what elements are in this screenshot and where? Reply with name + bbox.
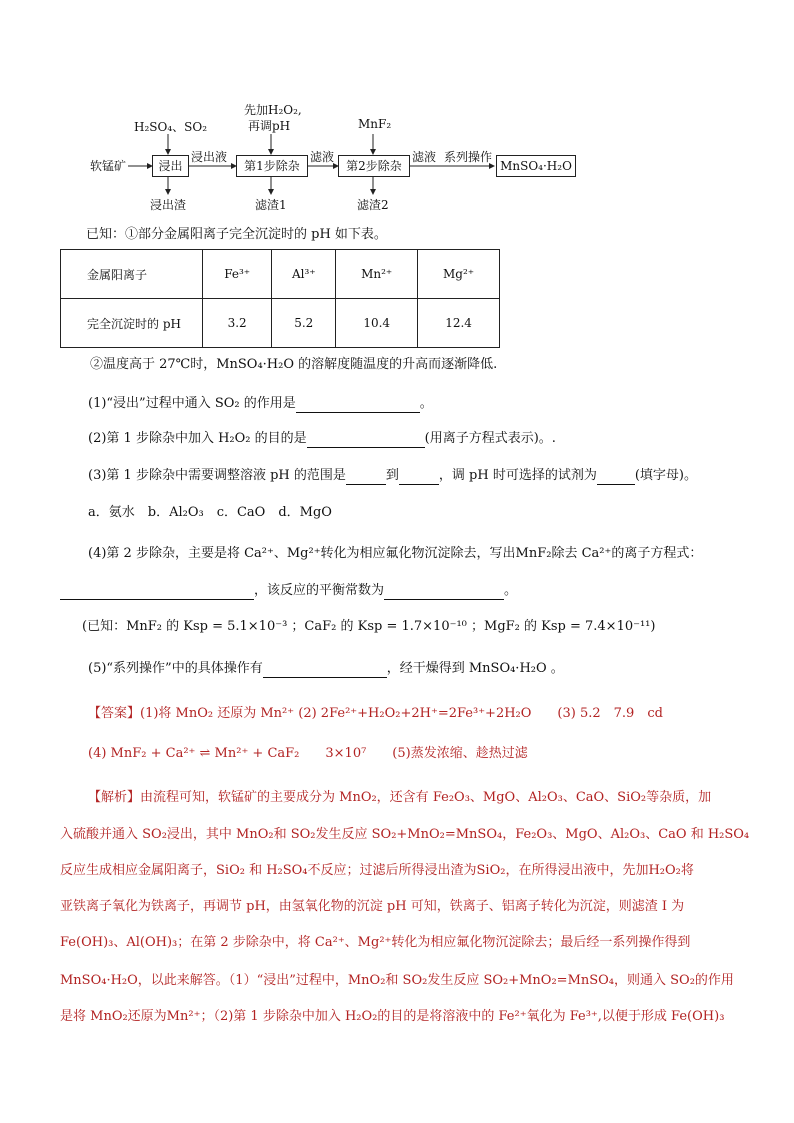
flow-residue3-label: 滤渣2 <box>357 198 389 212</box>
question-4-cont <box>60 582 517 600</box>
flow-reagent2-line2: 再调pH <box>248 119 291 133</box>
question-2-end: (用离子方程式表示)。. <box>424 431 556 446</box>
table-cell: Mn²⁺ <box>336 250 418 299</box>
question-3-options: a．氨水 b．Al₂O₃ c．CaO d．MgO <box>88 505 332 520</box>
answer-blank[interactable] <box>597 470 635 485</box>
table-cell: 5.2 <box>272 299 336 348</box>
answer-blank[interactable] <box>296 398 420 413</box>
question-3-reagent: ，调 pH 时可选择的试剂为 <box>438 468 597 483</box>
question-3-to: 到 <box>385 468 399 483</box>
flow-step3-label: 第2步除杂 <box>346 159 402 173</box>
question-3 <box>88 467 697 485</box>
flow-step1-label: 浸出 <box>158 159 183 173</box>
flow-step1-box <box>152 155 189 177</box>
answer-blank[interactable] <box>60 585 254 600</box>
table-row <box>61 250 500 299</box>
ph-table <box>60 249 500 348</box>
question-3-text: (3)第 1 步除杂中需要调整溶液 pH 的范围是 <box>88 468 346 483</box>
flow-product-label: MnSO₄·H₂O <box>500 159 572 173</box>
table-cell: 10.4 <box>336 299 418 348</box>
flow-step3-box <box>338 155 410 177</box>
flow-step2-box <box>236 155 308 177</box>
flow-raw-label: 软锰矿 <box>90 159 127 173</box>
analysis-line-5: Fe(OH)₃、Al(OH)₃；在第 2 步除杂中，将 Ca²⁺、Mg²⁺转化为相应氟化物沉淀除去；最后经一系列操作得到 <box>60 935 691 950</box>
analysis-line-7: 是将 MnO₂还原为Mn²⁺；（2)第 1 步除杂中加入 H₂O₂的目的是将溶液中的 Fe²⁺氧化为 Fe³⁺,以便于形成 Fe(OH)₃ <box>60 1009 725 1024</box>
table-cell: 完全沉淀时的 pH <box>61 299 203 348</box>
question-1-end: 。 <box>419 396 433 411</box>
table-cell: 金属阳离子 <box>61 250 203 299</box>
flow-step2-label: 第1步除杂 <box>244 159 300 173</box>
question-5-text: (5)“系列操作”中的具体操作有 <box>88 661 263 676</box>
answer-line-1: 【答案】(1)将 MnO₂ 还原为 Mn²⁺ (2) 2Fe²⁺+H₂O₂+2H⁺=2Fe³⁺+2H₂O (3) 5.2 7.9 cd <box>88 706 663 721</box>
answer-blank[interactable] <box>399 470 439 485</box>
flow-reagent3-label: MnF₂ <box>358 117 392 131</box>
question-2 <box>88 430 556 448</box>
table-cell: 3.2 <box>203 299 272 348</box>
question-4-k-text: ，该反应的平衡常数为 <box>254 583 385 598</box>
table-cell: Al³⁺ <box>272 250 336 299</box>
flow-residue1-label: 浸出渣 <box>150 198 187 212</box>
table-cell: Mg²⁺ <box>418 250 500 299</box>
analysis-line-4: 亚铁离子氧化为铁离子，再调节 pH，由氢氧化物的沉淀 pH 可知，铁离子、铝离子转化为沉淀，则滤渣 I 为 <box>60 899 685 914</box>
known-info-1: 已知：①部分金属阳离子完全沉淀时的 pH 如下表。 <box>86 227 387 242</box>
table-cell: 12.4 <box>418 299 500 348</box>
flow-out1-label: 浸出液 <box>191 150 228 164</box>
analysis-line-6: MnSO₄·H₂O，以此来解答。（1）“浸出”过程中，MnO₂和 SO₂发生反应 SO₂+MnO₂=MnSO₄，则通入 SO₂的作用 <box>60 973 734 988</box>
flow-out2-label: 滤液 <box>310 150 335 164</box>
flow-residue2-label: 滤渣1 <box>255 198 287 212</box>
analysis-line-2: 入硫酸并通入 SO₂浸出，其中 MnO₂和 SO₂发生反应 SO₂+MnO₂=MnSO₄，Fe₂O₃、MgO、Al₂O₃、CaO 和 H₂SO₄ <box>60 827 750 842</box>
question-4-end: 。 <box>504 583 518 598</box>
answer-blank[interactable] <box>346 470 386 485</box>
flow-reagent2-line1: 先加H₂O₂, <box>244 103 302 117</box>
flow-op-label: 系列操作 <box>444 150 493 164</box>
analysis-line-3: 反应生成相应金属阳离子，SiO₂ 和 H₂SO₄不反应；过滤后所得浸出渣为SiO₂，在所得浸出液中，先加H₂O₂将 <box>60 863 694 878</box>
answer-line-2: (4) MnF₂ + Ca²⁺ ⇌ Mn²⁺ + CaF₂ 3×10⁷ (5)蒸发浓缩、趁热过滤 <box>88 746 528 761</box>
known-info-2: ②温度高于 27℃时，MnSO₄·H₂O 的溶解度随温度的升高而逐渐降低. <box>90 357 498 372</box>
flow-reagent1-label: H₂SO₄、SO₂ <box>134 120 208 134</box>
answer-blank[interactable] <box>307 433 425 448</box>
question-4-ksp: (已知：MnF₂ 的 Ksp = 5.1×10⁻³ ；CaF₂ 的 Ksp = 1.7×10⁻¹⁰ ；MgF₂ 的 Ksp = 7.4×10⁻¹¹) <box>82 619 656 634</box>
answer-blank[interactable] <box>384 585 504 600</box>
table-cell: Fe³⁺ <box>203 250 272 299</box>
answer-blank[interactable] <box>263 663 387 678</box>
question-1 <box>88 395 433 413</box>
flow-arrows <box>0 0 794 220</box>
question-4: (4)第 2 步除杂，主要是将 Ca²⁺、Mg²⁺转化为相应氟化物沉淀除去，写出MnF₂除去 Ca²⁺的离子方程式： <box>88 546 703 561</box>
question-5 <box>88 660 564 678</box>
table-row <box>61 299 500 348</box>
question-2-text: (2)第 1 步除杂中加入 H₂O₂ 的目的是 <box>88 431 307 446</box>
flow-product-box <box>496 155 576 177</box>
question-3-end: (填字母)。 <box>634 468 697 483</box>
flow-out3-label: 滤液 <box>412 150 437 164</box>
analysis-line-1: 【解析】由流程可知，软锰矿的主要成分为 MnO₂，还含有 Fe₂O₃、MgO、Al₂O₃、CaO、SiO₂等杂质，加 <box>88 790 712 805</box>
question-1-text: (1)“浸出”过程中通入 SO₂ 的作用是 <box>88 396 296 411</box>
question-5-end: ，经干燥得到 MnSO₄·H₂O 。 <box>386 661 564 676</box>
